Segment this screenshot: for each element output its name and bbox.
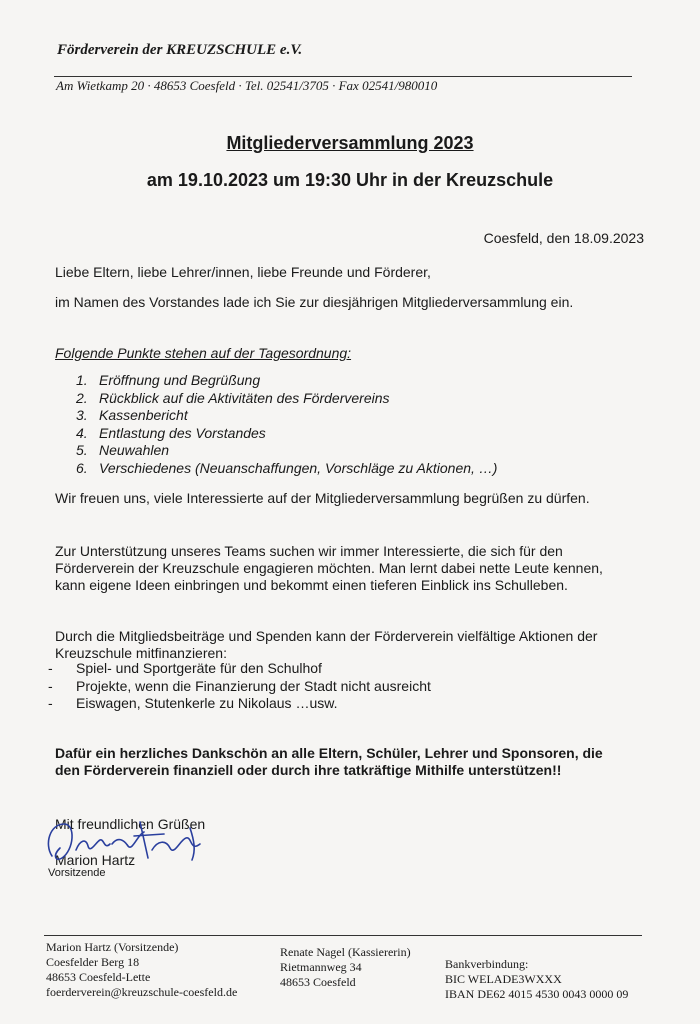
footer-line: Rietmannweg 34 <box>280 960 362 974</box>
agenda-item-number: 2. <box>76 389 88 406</box>
footer-line: 48653 Coesfeld-Lette <box>46 970 151 984</box>
footer-treasurer-contact <box>280 945 411 990</box>
finance-list-item <box>46 660 431 678</box>
letter-title: Mitgliederversammlung 2023 <box>226 133 474 153</box>
support-line: Förderverein der Kreuzschule engagieren möchten. Man lernt dabei nette Leute kennen, <box>55 560 603 576</box>
organization-address: Am Wietkamp 20 · 48653 Coesfeld · Tel. 02541/3705 · Fax 02541/980010 <box>56 78 438 93</box>
agenda-item-text: Eröffnung und Begrüßung <box>99 372 261 388</box>
thanks-paragraph <box>55 745 655 779</box>
finance-line: Durch die Mitgliedsbeiträge und Spenden kann der Förderverein vielfältige Aktionen der <box>55 628 598 644</box>
footer-bank-details <box>445 957 628 1002</box>
dash-bullet: - <box>48 695 53 711</box>
handwritten-signature-icon <box>40 810 220 870</box>
finance-item-text: Projekte, wenn die Finanzierung der Stadt nicht ausreicht <box>76 677 431 694</box>
footer-line: 48653 Coesfeld <box>280 975 356 989</box>
agenda-item <box>55 460 497 478</box>
agenda-item <box>55 372 497 390</box>
agenda-item-number: 3. <box>76 407 88 423</box>
agenda-item-text: Kassenbericht <box>99 407 188 423</box>
finance-paragraph <box>55 628 655 662</box>
footer-line: Coesfelder Berg 18 <box>46 955 140 969</box>
signer-role: Vorsitzende <box>48 867 106 879</box>
agenda-heading: Folgende Punkte stehen auf der Tagesordnung: <box>55 345 352 361</box>
intro-paragraph: im Namen des Vorstandes lade ich Sie zur diesjährigen Mitgliederversammlung ein. <box>55 294 574 310</box>
support-paragraph <box>55 543 655 594</box>
agenda-item-number: 5. <box>76 442 88 458</box>
closing-text: Mit freundlichen Grüßen <box>55 816 206 832</box>
finance-list-item <box>46 695 431 713</box>
agenda-item-text: Verschiedenes (Neuanschaffungen, Vorschläge zu Aktionen, …) <box>99 459 498 476</box>
organization-name: Förderverein der KREUZSCHULE e.V. <box>57 42 303 58</box>
footer-line: Renate Nagel (Kassiererin) <box>280 945 411 959</box>
letter-subtitle: am 19.10.2023 um 19:30 Uhr in der Kreuzschule <box>146 170 554 190</box>
signature-strokes <box>48 822 200 860</box>
header-rule <box>54 76 632 77</box>
thanks-line: Dafür ein herzliches Dankschön an alle Eltern, Schüler, Lehrer und Sponsoren, die <box>55 745 603 761</box>
finance-list-item <box>46 678 431 696</box>
footer-line: Bankverbindung: <box>445 957 529 971</box>
support-line: kann eigene Ideen einbringen und bekommt einen tieferen Einblick ins Schulleben. <box>55 577 568 593</box>
footer-line: BIC WELADE3WXXX <box>445 972 562 986</box>
signer-name: Marion Hartz <box>55 852 136 868</box>
footer-rule <box>44 935 642 936</box>
dash-bullet: - <box>48 677 53 694</box>
agenda-list <box>55 372 497 477</box>
letter-date: Coesfeld, den 18.09.2023 <box>483 230 644 246</box>
agenda-item <box>55 425 497 443</box>
footer-chair-contact <box>46 940 237 1000</box>
thanks-line: den Förderverein finanziell oder durch ihre tatkräftige Mithilfe unterstützen!! <box>55 762 562 778</box>
agenda-item <box>55 407 497 425</box>
finance-list <box>46 660 431 713</box>
greeting: Liebe Eltern, liebe Lehrer/innen, liebe Freunde und Förderer, <box>55 264 431 280</box>
finance-item-text: Eiswagen, Stutenkerle zu Nikolaus …usw. <box>76 695 338 711</box>
footer-email: foerderverein@kreuzschule-coesfeld.de <box>46 985 238 999</box>
footer-line: IBAN DE62 4015 4530 0043 0000 09 <box>445 987 629 1001</box>
footer-line: Marion Hartz (Vorsitzende) <box>46 940 179 954</box>
support-line: Zur Unterstützung unseres Teams suchen wir immer Interessierte, die sich für den <box>55 543 563 559</box>
agenda-item-text: Neuwahlen <box>99 442 170 458</box>
finance-line: Kreuzschule mitfinanzieren: <box>55 645 227 661</box>
agenda-item-number: 4. <box>76 424 88 441</box>
agenda-item-number: 1. <box>76 372 88 388</box>
dash-bullet: - <box>48 660 53 676</box>
agenda-item <box>55 442 497 460</box>
welcome-paragraph: Wir freuen uns, viele Interessierte auf der Mitgliederversammlung begrüßen zu dürfen. <box>55 490 590 506</box>
finance-item-text: Spiel- und Sportgeräte für den Schulhof <box>76 660 322 676</box>
agenda-item-text: Entlastung des Vorstandes <box>99 424 266 441</box>
agenda-item <box>55 390 497 408</box>
agenda-item-number: 6. <box>76 459 88 476</box>
agenda-item-text: Rückblick auf die Aktivitäten des Fördervereins <box>99 389 390 406</box>
